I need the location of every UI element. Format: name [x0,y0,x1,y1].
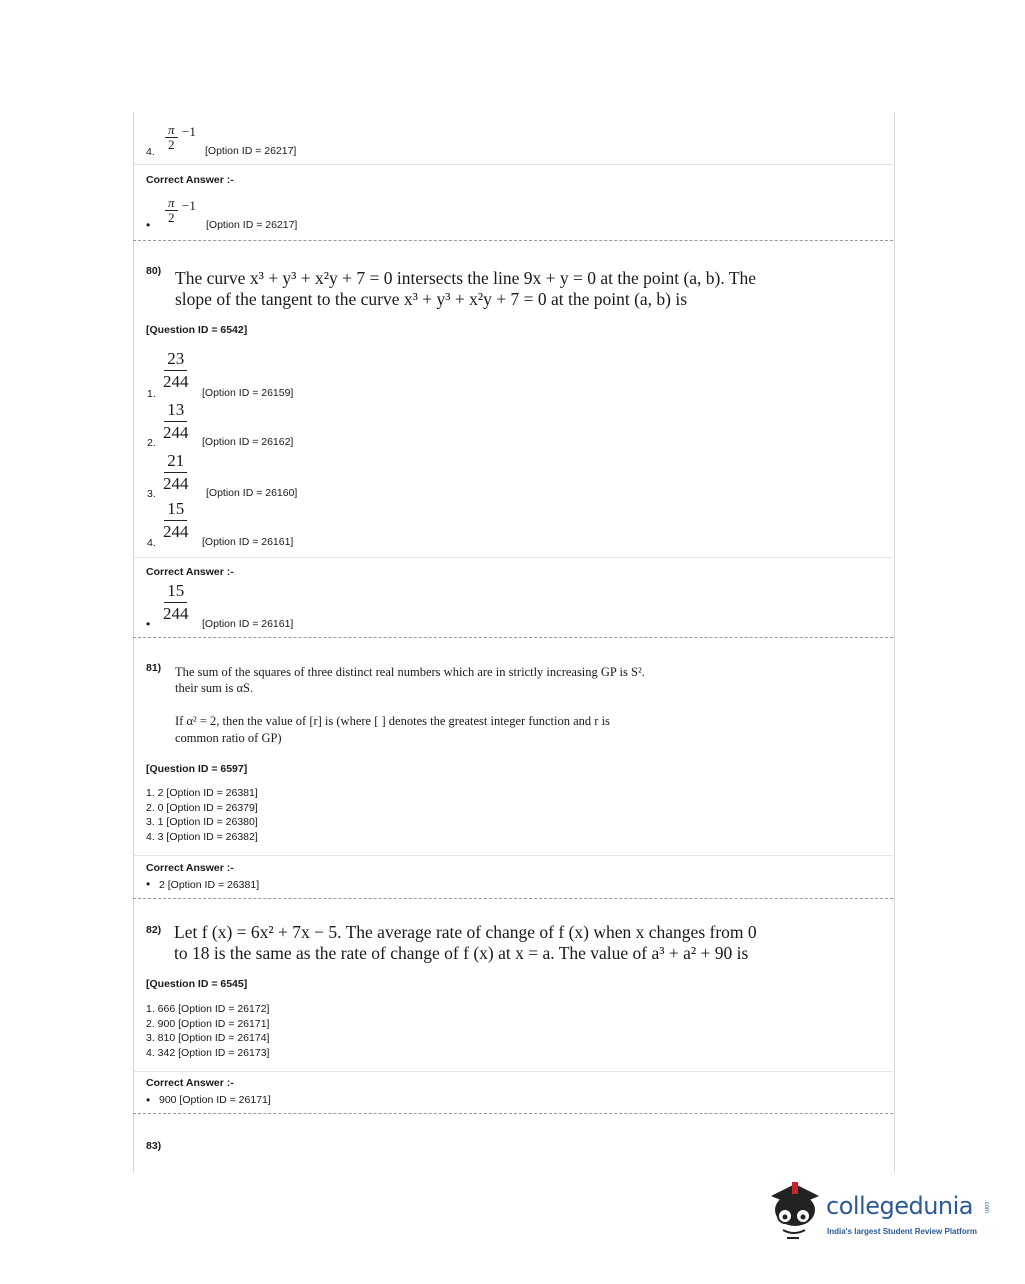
correct-answer-label: Correct Answer :- [146,862,234,874]
divider [133,855,893,856]
option-4-fraction: $\frac{\pi}{2}$ [165,123,178,152]
answer-minus-one: −1 [182,198,196,213]
option-item: 1. 2 [Option ID = 26381] [146,787,258,799]
options-list [146,1002,269,1061]
option-4-fraction: $\frac{15}{244}$ [163,499,189,541]
question-id: [Question ID = 6542] [146,324,248,336]
question-text-line-2: slope of the tangent to the curve x³ + y³ + x²y + 7 = 0 at the point (a, b) is [175,289,688,309]
option-item: 3. 1 [Option ID = 26380] [146,816,258,829]
question-text-line-3: If α² = 2, then the value of [r] is (where [ ] denotes the greatest integer function and r is [175,714,610,728]
option-id: [Option ID = 26217] [205,145,297,157]
correct-answer-label: Correct Answer :- [146,174,234,186]
answer-option-id: [Option ID = 26161] [202,618,294,630]
option-item: 4. 3 [Option ID = 26382] [146,831,258,844]
question-number: 82) [146,924,162,936]
option-id: [Option ID = 26162] [202,436,294,448]
question-text-line-1: The curve x³ + y³ + x²y + 7 = 0 intersects the line 9x + y = 0 at the point (a, b). The [175,268,757,288]
question-id: [Question ID = 6545] [146,978,248,990]
question-separator [133,240,893,241]
answer-text: 2 [Option ID = 26381] [159,879,260,891]
option-2-fraction: $\frac{13}{244}$ [163,400,189,442]
option-number: 1. [147,388,156,400]
divider [133,164,893,165]
brand-name: collegedunia [826,1192,974,1220]
question-text-line-1: Let f (x) = 6x² + 7x − 5. The average rate of change of f (x) when x changes from 0 [174,922,757,942]
option-item: 2. 900 [Option ID = 26171] [146,1017,270,1030]
question-id: [Question ID = 6597] [146,763,248,775]
option-number: 4. [146,146,155,158]
option-number: 4. [147,537,156,549]
option-4-minus-one: −1 [182,124,196,139]
options-list [146,786,258,845]
option-item: 4. 342 [Option ID = 26173] [146,1047,270,1060]
answer-fraction: $\frac{15}{244}$ [163,581,189,623]
brand-tagline: India's largest Student Review Platform [827,1227,977,1236]
bullet-icon: • [146,877,151,891]
option-item: 3. 810 [Option ID = 26174] [146,1032,270,1045]
question-number: 81) [146,662,162,674]
question-separator [133,637,893,638]
question-separator [133,1113,893,1114]
option-id: [Option ID = 26161] [202,536,294,548]
answer-fraction: $\frac{\pi}{2}$ [165,196,178,225]
question-text-line-4: common ratio of GP) [175,731,282,745]
option-1-fraction: $\frac{23}{244}$ [163,349,189,391]
question-number: 83) [146,1140,162,1152]
mascot-logo-icon [765,1176,825,1246]
question-number: 80) [146,265,162,277]
divider [133,1071,893,1072]
option-number: 2. [147,437,156,449]
divider [133,557,893,558]
answer-option-id: [Option ID = 26217] [206,219,298,231]
question-separator [133,898,893,899]
option-item: 1. 666 [Option ID = 26172] [146,1003,270,1015]
option-id: [Option ID = 26160] [206,487,298,499]
option-item: 2. 0 [Option ID = 26379] [146,801,258,814]
option-3-fraction: $\frac{21}{244}$ [163,451,189,493]
option-number: 3. [147,488,156,500]
bullet-icon: • [146,617,151,631]
option-id: [Option ID = 26159] [202,387,294,399]
brand-suffix: .com [983,1200,989,1214]
answer-text: 900 [Option ID = 26171] [159,1094,271,1106]
correct-answer-label: Correct Answer :- [146,566,234,578]
bullet-icon: • [146,218,151,232]
correct-answer-label: Correct Answer :- [146,1077,234,1089]
question-text-line-2: their sum is αS. [175,681,254,695]
bullet-icon: • [146,1093,151,1107]
question-text-line-1: The sum of the squares of three distinct real numbers which are in strictly increasing GP is S². [175,665,645,679]
question-text-line-2: to 18 is the same as the rate of change of f (x) at x = a. The value of a³ + a² + 90 is [174,943,749,963]
